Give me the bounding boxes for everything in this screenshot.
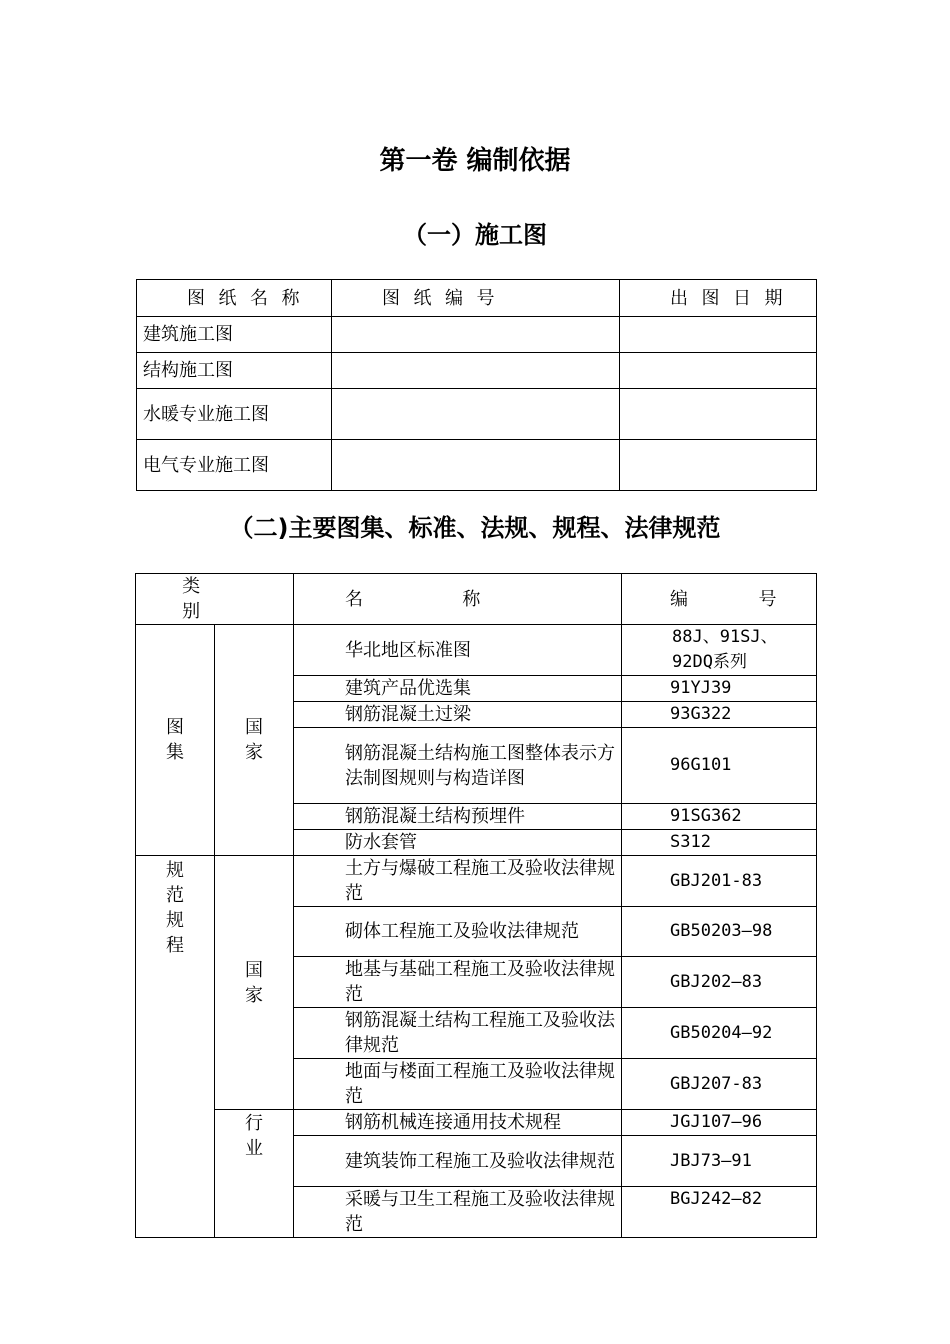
table-row bbox=[137, 389, 817, 440]
section-title-drawings: （一）施工图 bbox=[403, 221, 547, 249]
standard-name: 防水套管 bbox=[294, 830, 622, 856]
table-row bbox=[137, 440, 817, 491]
table-row bbox=[136, 625, 817, 676]
standard-code: 93G322 bbox=[622, 702, 817, 728]
table-row bbox=[136, 1110, 817, 1136]
group-spec-industry: 行业 bbox=[215, 1110, 294, 1238]
table-header-row bbox=[136, 574, 817, 625]
drawing-number bbox=[332, 440, 620, 491]
drawing-number bbox=[332, 317, 620, 353]
standard-code: BGJ242—82 bbox=[622, 1187, 817, 1238]
standard-name: 地基与基础工程施工及验收法律规范 bbox=[294, 957, 622, 1008]
standard-code: 91SG362 bbox=[622, 804, 817, 830]
standard-code: GBJ202—83 bbox=[622, 957, 817, 1008]
standard-code: GBJ207-83 bbox=[622, 1059, 817, 1110]
drawing-date bbox=[620, 353, 817, 389]
drawing-name: 电气专业施工图 bbox=[137, 440, 332, 491]
document-title: 第一卷 编制依据 bbox=[379, 146, 571, 176]
standard-name: 钢筋混凝土结构预埋件 bbox=[294, 804, 622, 830]
standard-name: 钢筋机械连接通用技术规程 bbox=[294, 1110, 622, 1136]
standard-name: 钢筋混凝土结构工程施工及验收法律规范 bbox=[294, 1008, 622, 1059]
drawing-number bbox=[332, 389, 620, 440]
table-row bbox=[137, 317, 817, 353]
standard-code: 96G101 bbox=[622, 728, 817, 804]
header-drawing-number: 图纸编号 bbox=[332, 280, 620, 317]
table-header-row bbox=[137, 280, 817, 317]
drawing-date bbox=[620, 389, 817, 440]
group-spec-national: 国家 bbox=[215, 856, 294, 1110]
standard-code: GBJ201-83 bbox=[622, 856, 817, 907]
drawing-date bbox=[620, 317, 817, 353]
standard-name: 地面与楼面工程施工及验收法律规范 bbox=[294, 1059, 622, 1110]
header-issue-date: 出图日期 bbox=[620, 280, 817, 317]
drawing-date bbox=[620, 440, 817, 491]
group-atlas-national: 国家 bbox=[215, 625, 294, 856]
standard-name: 砌体工程施工及验收法律规范 bbox=[294, 907, 622, 957]
standard-name: 建筑产品优选集 bbox=[294, 676, 622, 702]
header-drawing-name: 图纸名称 bbox=[137, 280, 332, 317]
drawing-name: 建筑施工图 bbox=[137, 317, 332, 353]
section-title-standards: （二)主要图集、标准、法规、规程、法律规范 bbox=[229, 514, 721, 542]
standard-code: 91YJ39 bbox=[622, 676, 817, 702]
standard-name: 采暖与卫生工程施工及验收法律规范 bbox=[294, 1187, 622, 1238]
header-name: 名 称 bbox=[294, 574, 622, 625]
standard-code: S312 bbox=[622, 830, 817, 856]
header-category: 类 别 bbox=[136, 574, 294, 625]
standard-name: 钢筋混凝土结构施工图整体表示方法制图规则与构造详图 bbox=[294, 728, 622, 804]
standard-name: 钢筋混凝土过梁 bbox=[294, 702, 622, 728]
header-code: 编 号 bbox=[622, 574, 817, 625]
group-atlas: 图集 bbox=[136, 625, 215, 856]
standard-code: GB50204—92 bbox=[622, 1008, 817, 1059]
standard-code: GB50203—98 bbox=[622, 907, 817, 957]
standard-code: JGJ107—96 bbox=[622, 1110, 817, 1136]
standard-code: 88J、91SJ、92DQ系列 bbox=[622, 625, 817, 676]
standard-name: 土方与爆破工程施工及验收法律规范 bbox=[294, 856, 622, 907]
group-spec: 规范规程 bbox=[136, 856, 215, 1238]
standard-code: JBJ73—91 bbox=[622, 1136, 817, 1187]
drawing-name: 水暖专业施工图 bbox=[137, 389, 332, 440]
drawings-table bbox=[136, 279, 817, 491]
standards-table bbox=[135, 573, 817, 1238]
drawing-name: 结构施工图 bbox=[137, 353, 332, 389]
table-row bbox=[136, 856, 817, 907]
table-row bbox=[137, 353, 817, 389]
drawing-number bbox=[332, 353, 620, 389]
standard-name: 建筑装饰工程施工及验收法律规范 bbox=[294, 1136, 622, 1187]
standard-name: 华北地区标准图 bbox=[294, 625, 622, 676]
